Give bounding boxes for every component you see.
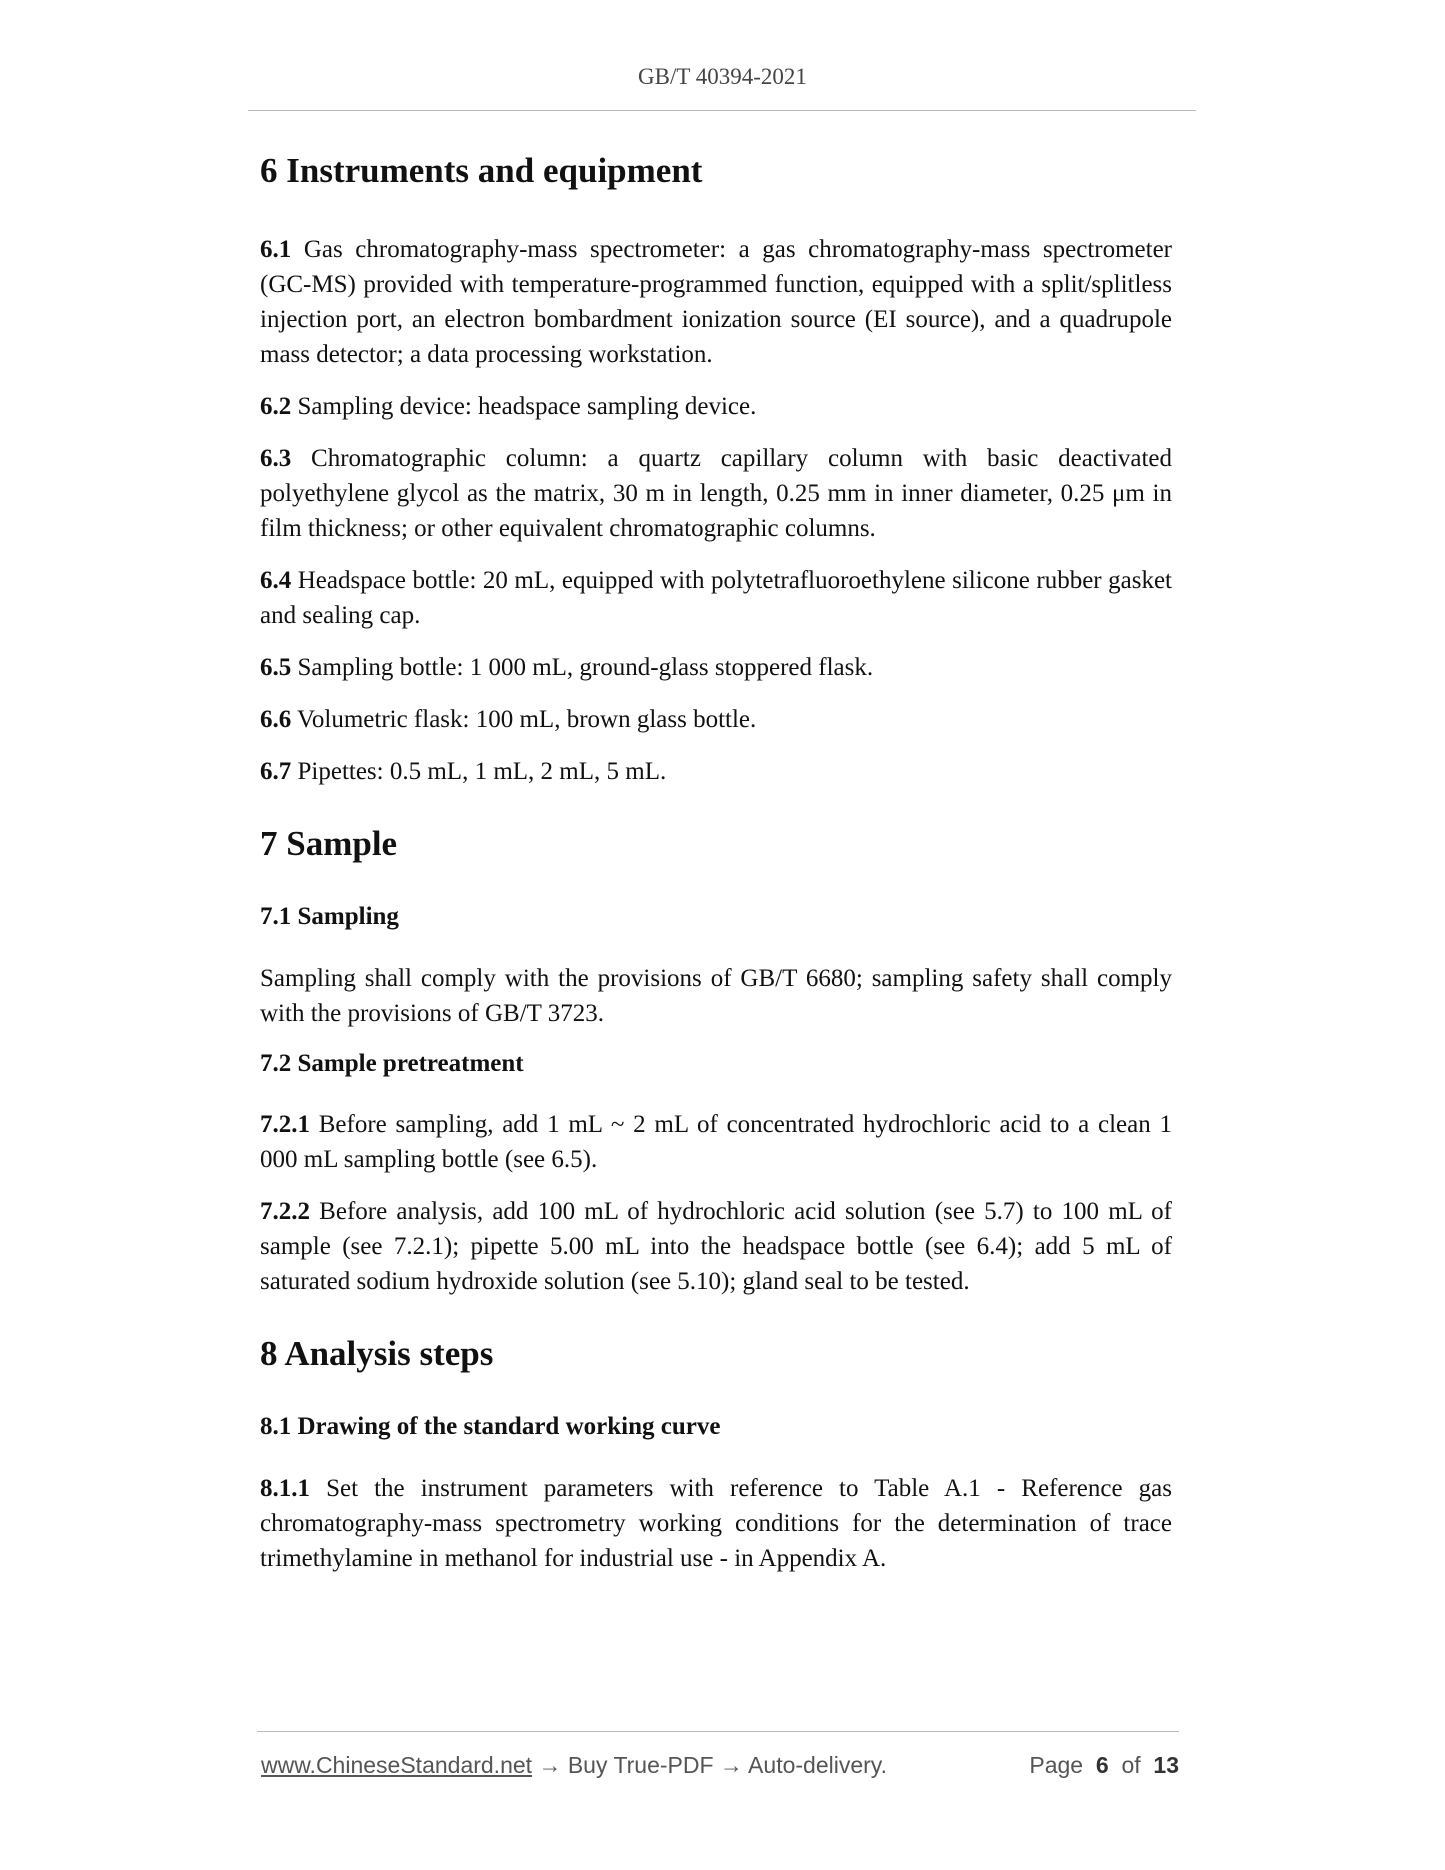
clause-text: Sampling bottle: 1 000 mL, ground-glass stoppered flask. — [291, 654, 874, 681]
document-header-title: GB/T 40394-2021 — [638, 64, 807, 89]
paragraph-7-1: Sampling shall comply with the provisions of GB/T 6680; sampling safety shall comply with the provisions of GB/T 3723. — [260, 964, 1172, 1027]
clause-number: 7.2.1 — [260, 1111, 310, 1138]
clause-text: Pipettes: 0.5 mL, 1 mL, 2 mL, 5 mL. — [291, 758, 667, 785]
clause-text: Before analysis, add 100 mL of hydrochloric acid solution (see 5.7) to 100 mL of sample (see 7.2.1); pipette 5.00 mL into the headspace bottle (see 6.4); add 5 mL of saturated sodium hydroxide solution (see 5.10); gland seal to be tested. — [260, 1198, 1172, 1295]
page-label: Page — [1029, 1752, 1084, 1778]
header-divider — [248, 110, 1196, 111]
subsection-7-2-heading: 7.2 Sample pretreatment — [260, 1049, 524, 1077]
section-6-heading: 6 Instruments and equipment — [260, 151, 703, 190]
clause-number: 6.5 — [260, 654, 292, 681]
footer-promo — [261, 1752, 887, 1779]
clause-text: Chromatographic column: a quartz capillary column with basic deactivated polyethylene glycol as the matrix, 30 m in length, 0.25 mm in inner diameter, 0.25 μm in film thickness; or other equivalent chromatographic columns. — [260, 445, 1172, 542]
paragraph-6-2 — [260, 389, 1172, 424]
paragraph-7-2-1 — [260, 1107, 1172, 1177]
subsection-8-1-heading: 8.1 Drawing of the standard working curve — [260, 1413, 721, 1440]
clause-number: 6.2 — [260, 393, 292, 420]
footer-promo-text: → Buy True-PDF → Auto-delivery. — [532, 1752, 887, 1778]
clause-text: Headspace bottle: 20 mL, equipped with polytetrafluoroethylene silicone rubber gasket and sealing cap. — [260, 567, 1172, 629]
paragraph-6-3 — [260, 441, 1172, 546]
clause-text: Before sampling, add 1 mL ~ 2 mL of concentrated hydrochloric acid to a clean 1 000 mL sampling bottle (see 6.5). — [260, 1111, 1172, 1173]
page-indicator — [1029, 1752, 1179, 1779]
clause-number: 6.1 — [260, 236, 292, 263]
clause-number: 6.7 — [260, 758, 292, 785]
clause-number: 8.1.1 — [260, 1474, 310, 1502]
clause-number: 6.4 — [260, 567, 292, 594]
paragraph-6-5 — [260, 650, 1172, 685]
clause-text: Set the instrument parameters with reference to Table A.1 - Reference gas chromatography-mass spectrometry working conditions for the determination of trace trimethylamine in methanol for industrial use - in Appendix A. — [260, 1474, 1172, 1572]
page-content — [260, 150, 1172, 1576]
clause-text: Sampling device: headspace sampling device. — [291, 393, 757, 420]
paragraph-6-7 — [260, 754, 1172, 789]
clause-number: 6.6 — [260, 706, 292, 733]
section-7-heading: 7 Sample — [260, 824, 398, 863]
page-total: 13 — [1153, 1752, 1179, 1778]
footer-divider — [257, 1731, 1179, 1732]
paragraph-7-2-2 — [260, 1194, 1172, 1299]
clause-text: Volumetric flask: 100 mL, brown glass bottle. — [291, 706, 757, 733]
chinese-standard-link[interactable]: www.ChineseStandard.net — [261, 1752, 533, 1778]
page-current: 6 — [1095, 1752, 1109, 1778]
clause-text: Gas chromatography-mass spectrometer: a gas chromatography-mass spectrometer (GC-MS) provided with temperature-programmed function, equipped with a split/splitless injection port, an electron bombardment ionization source (EI source), and a quadrupole mass detector; a data processing workstation. — [260, 236, 1172, 368]
paragraph-6-1 — [260, 232, 1172, 372]
page-of-label: of — [1121, 1752, 1141, 1778]
clause-number: 7.2.2 — [260, 1198, 310, 1225]
paragraph-8-1-1 — [260, 1471, 1172, 1576]
subsection-7-1-heading: 7.1 Sampling — [260, 903, 399, 930]
section-8-heading: 8 Analysis steps — [260, 1334, 494, 1373]
paragraph-6-6 — [260, 702, 1172, 737]
clause-number: 6.3 — [260, 445, 292, 472]
paragraph-6-4 — [260, 563, 1172, 633]
